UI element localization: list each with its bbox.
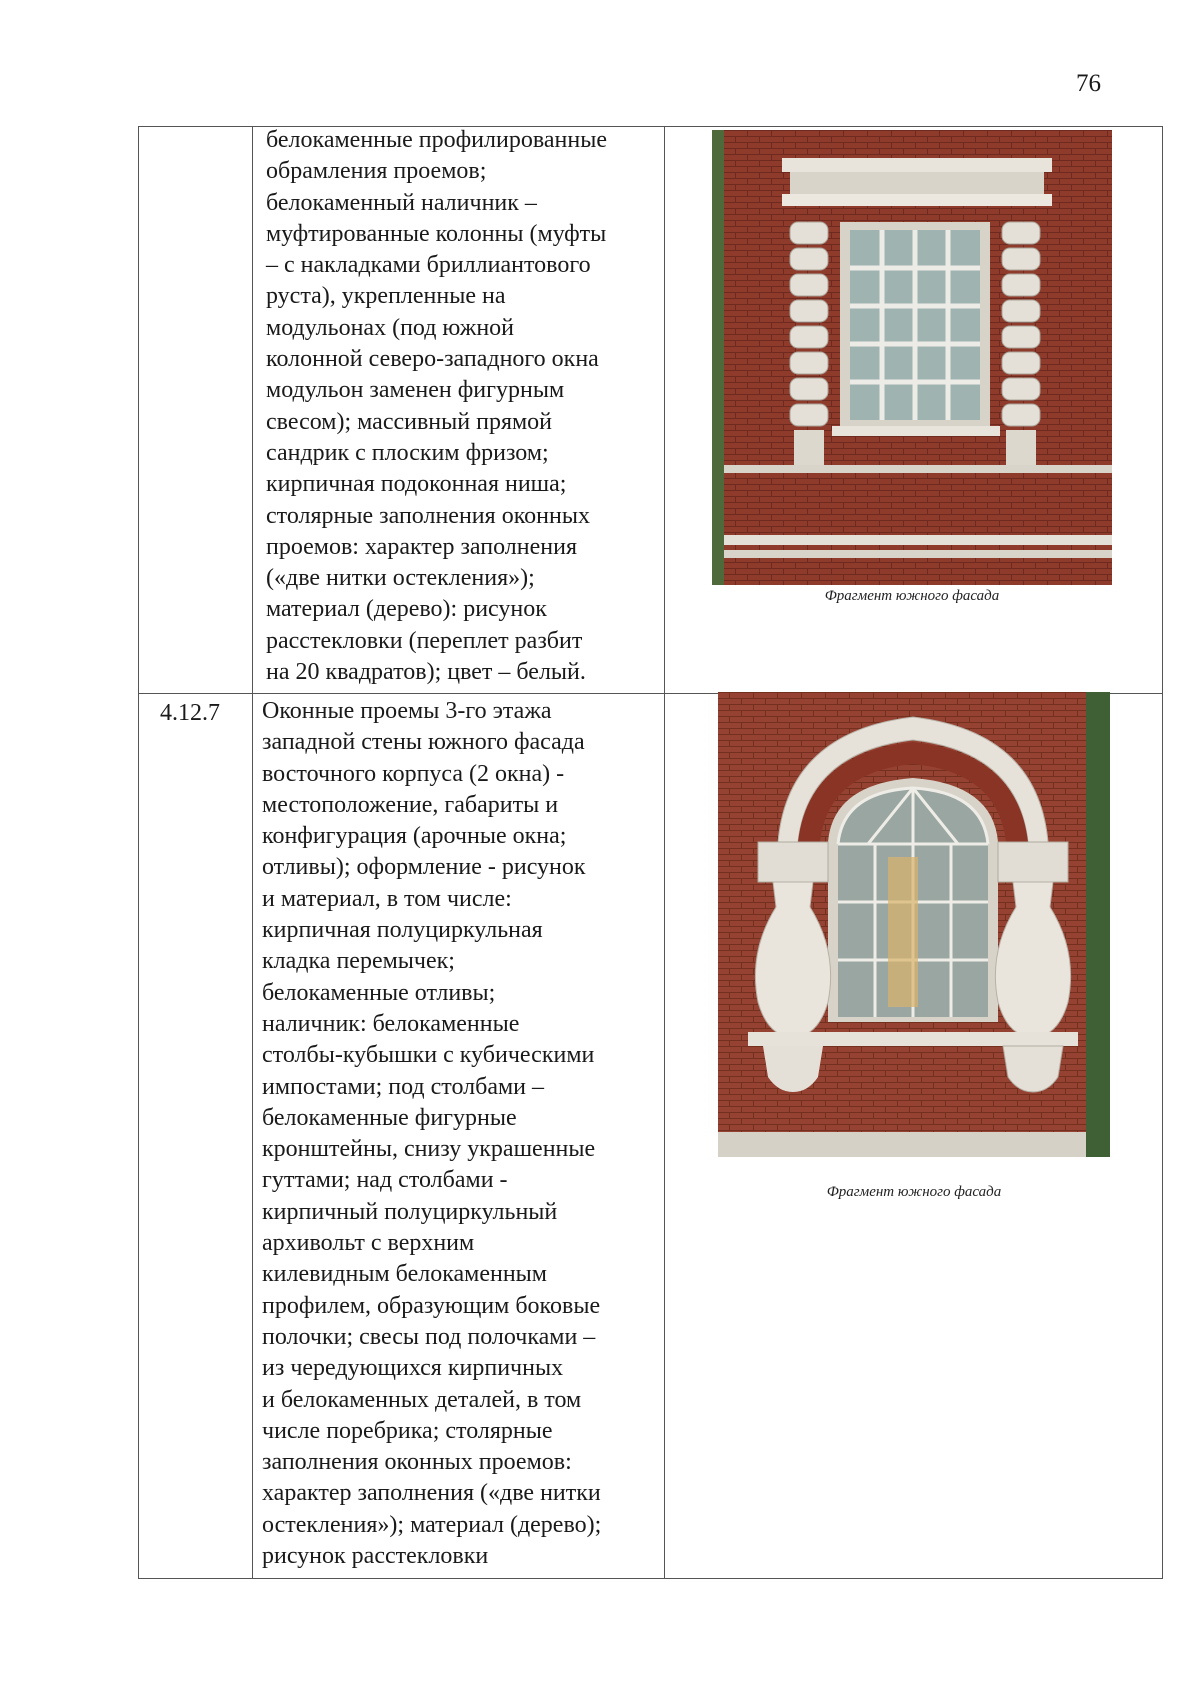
row-description: Оконные проемы 3-го этажа западной стены южного фасада восточного корпуса (2 окна) - местоположение, габариты и конфигурация (арочные окна; отливы); оформление - рисунок и материал, в том числе: кирпичная полуциркульная кладка перемычек; белокаменные отливы; наличник: белокаменные столбы-кубышки с кубическими импостами; под столбами – белокаменные фигурные кронштейны, снизу украшенные гуттами; над столбами - кирпичный полуциркульный архивольт с верхним килевидным белокаменным профилем, образующим боковые полочки; свесы под полочками – из чередующихся кирпичных и белокаменных деталей, в том числе поребрика; столярные заполнения оконных проемов: характер заполнения («две нитки остекления»); материал (дерево); рисунок расстекловки [262,698,602,1570]
row-number: 4.12.7 [160,700,220,726]
south-facade-arched-window-photo [718,692,1110,1157]
photo-caption: Фрагмент южного фасада [826,1184,1002,1200]
south-facade-window-photo [712,130,1112,585]
page-number: 76 [1076,70,1101,97]
row-description: белокаменные профилированные обрамления проемов; белокаменный наличник – муфтированные колонны (муфты – с накладками бриллиантового руста), укрепленные на модульонах (под южной колонной северо-западного окна модульон заменен фигурным свесом); массивный прямой сандрик с плоским фризом; кирпичная подоконная ниша; столярные заполнения оконных проемов: характер заполнения («две нитки остекления»); материал (дерево): рисунок расстекловки (переплет разбит на 20 квадратов); цвет – белый. [266,127,607,686]
photo-caption: Фрагмент южного фасада [824,588,1000,604]
